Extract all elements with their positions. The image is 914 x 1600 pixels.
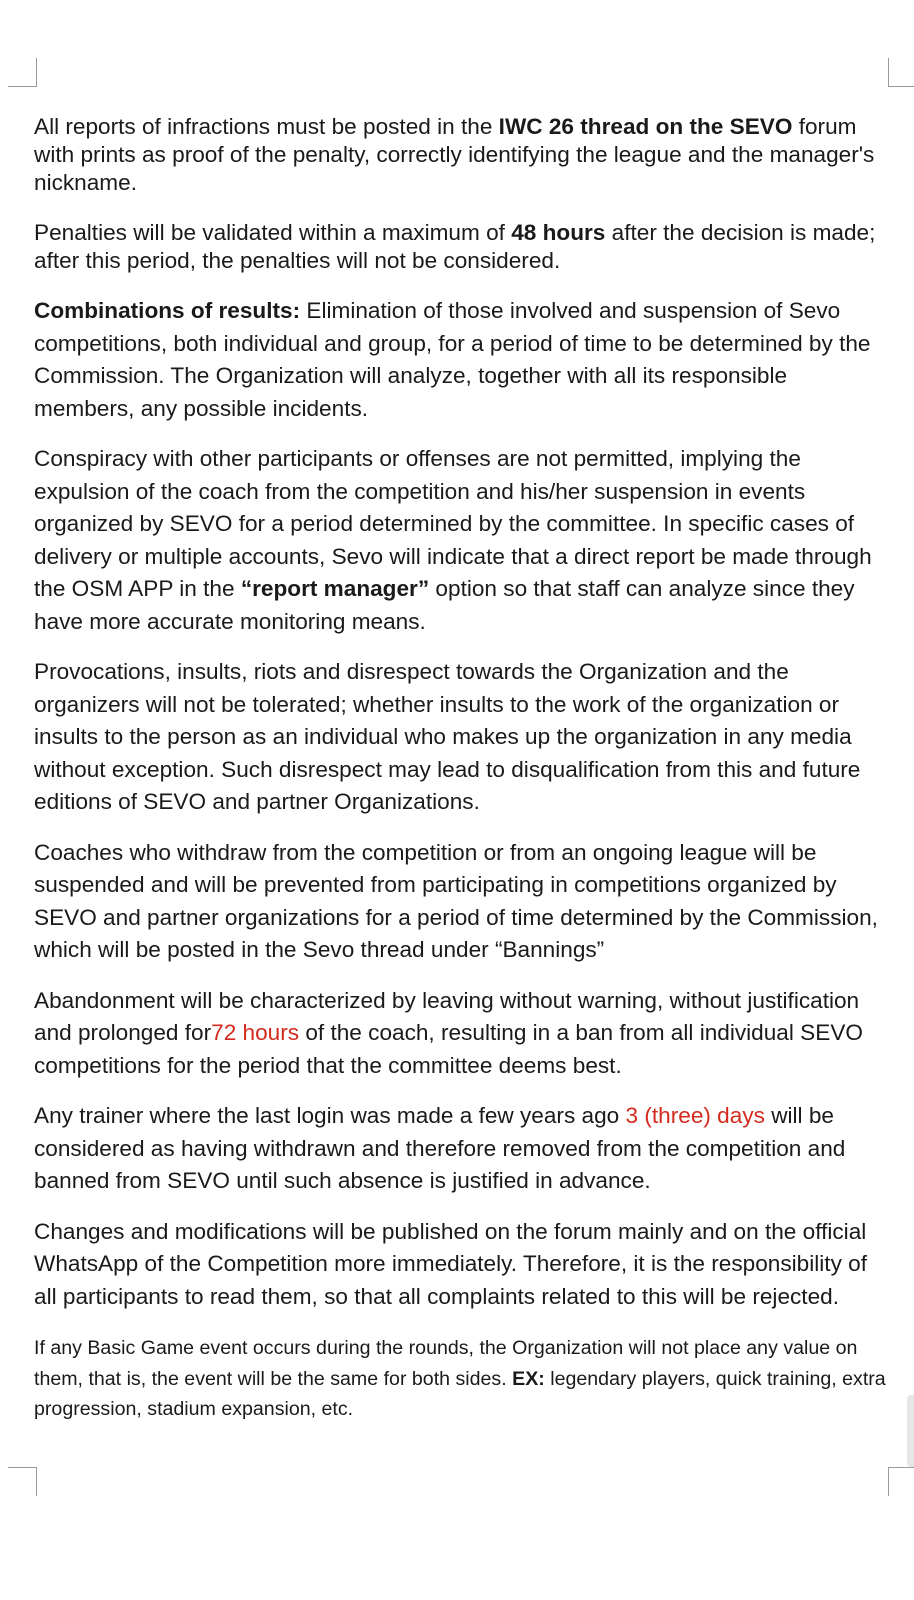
bold-text: IWC 26 thread on the SEVO — [498, 114, 793, 139]
text: Penalties will be validated within a maximum of — [34, 220, 512, 245]
paragraph-provocations — [34, 656, 890, 819]
text: Elimination of those involved and suspension of Sevo competitions, both individual and group, for a period of time to be determined by the Commission. The Organization will analyze, together with all its responsible members, any possible incidents. — [34, 298, 871, 421]
text: Provocations, insults, riots and disrespect towards the Organization and the organizers will not be tolerated; whether insults to the work of the organization or insults to the person as an individual who makes up the organization in any media without exception. Such disrespect may lead to disqualification from this and future editions of SEVO and partner Organizations. — [34, 659, 861, 814]
text: Changes and modifications will be published on the forum mainly and on the official WhatsApp of the Competition more immediately. Therefore, it is the responsibility of all participants to read them, so that all complaints related to this will be rejected. — [34, 1218, 867, 1309]
bold-text: 48 hours — [511, 220, 606, 245]
paragraph-withdrawal — [34, 837, 890, 967]
highlight-text: 3 (three) days — [625, 1103, 765, 1128]
text: forum with prints as proof of the penalty, correctly identifying the league and the manager's nickname. — [34, 114, 875, 195]
paragraph-combinations-of-results — [34, 295, 890, 425]
text: Abandonment will be characterized by leaving without warning, without justification and prolonged for — [34, 987, 860, 1045]
paragraph-penalty-validation — [34, 219, 890, 275]
paragraph-changes-modifications — [34, 1216, 890, 1314]
paragraph-conspiracy — [34, 443, 890, 638]
paragraph-basic-game-event — [34, 1333, 890, 1425]
text: If any Basic Game event occurs during the rounds, the Organization will not place any value on them, that is, the event will be the same for both sides. — [34, 1337, 858, 1390]
paragraph-last-login — [34, 1100, 890, 1198]
text: of the coach, resulting in a ban from all individual SEVO competitions for the period that the committee deems best. — [34, 1020, 863, 1078]
page-corner-mark-bottom-left — [8, 1467, 37, 1496]
document-page — [34, 113, 890, 1425]
highlight-text: 72 hours — [211, 1020, 300, 1045]
text: will be considered as having withdrawn and therefore removed from the competition and banned from SEVO until such absence is justified in advance. — [34, 1103, 846, 1193]
text: Coaches who withdraw from the competition or from an ongoing league will be suspended and will be prevented from participating in competitions organized by SEVO and partner organizations for a period of time determined by the Commission, which will be posted in the Sevo thread under “Bannings” — [34, 839, 878, 962]
page-corner-mark-top-right — [888, 58, 914, 87]
text: option so that staff can analyze since they have more accurate monitoring means. — [34, 576, 855, 634]
bold-text: “report manager” — [240, 576, 430, 601]
bold-heading: Combinations of results: — [34, 298, 301, 323]
paragraph-report-infractions — [34, 113, 890, 197]
page-corner-mark-bottom-right — [888, 1467, 914, 1496]
text: Any trainer where the last login was made a few years ago — [34, 1103, 626, 1128]
paragraph-abandonment — [34, 985, 890, 1083]
text: legendary players, quick training, extra progression, stadium expansion, etc. — [34, 1367, 886, 1420]
scrollbar-handle[interactable] — [907, 1395, 914, 1467]
page-corner-mark-top-left — [8, 58, 37, 87]
bold-text: EX: — [512, 1367, 545, 1390]
text: Conspiracy with other participants or offenses are not permitted, implying the expulsion of the coach from the competition and his/her suspension in events organized by SEVO for a period determined by the committee. In specific cases of delivery or multiple accounts, Sevo will indicate that a direct report be made through the OSM APP in the — [34, 446, 872, 601]
text: after the decision is made; after this period, the penalties will not be considered. — [34, 220, 876, 273]
text: All reports of infractions must be posted in the — [34, 114, 499, 139]
